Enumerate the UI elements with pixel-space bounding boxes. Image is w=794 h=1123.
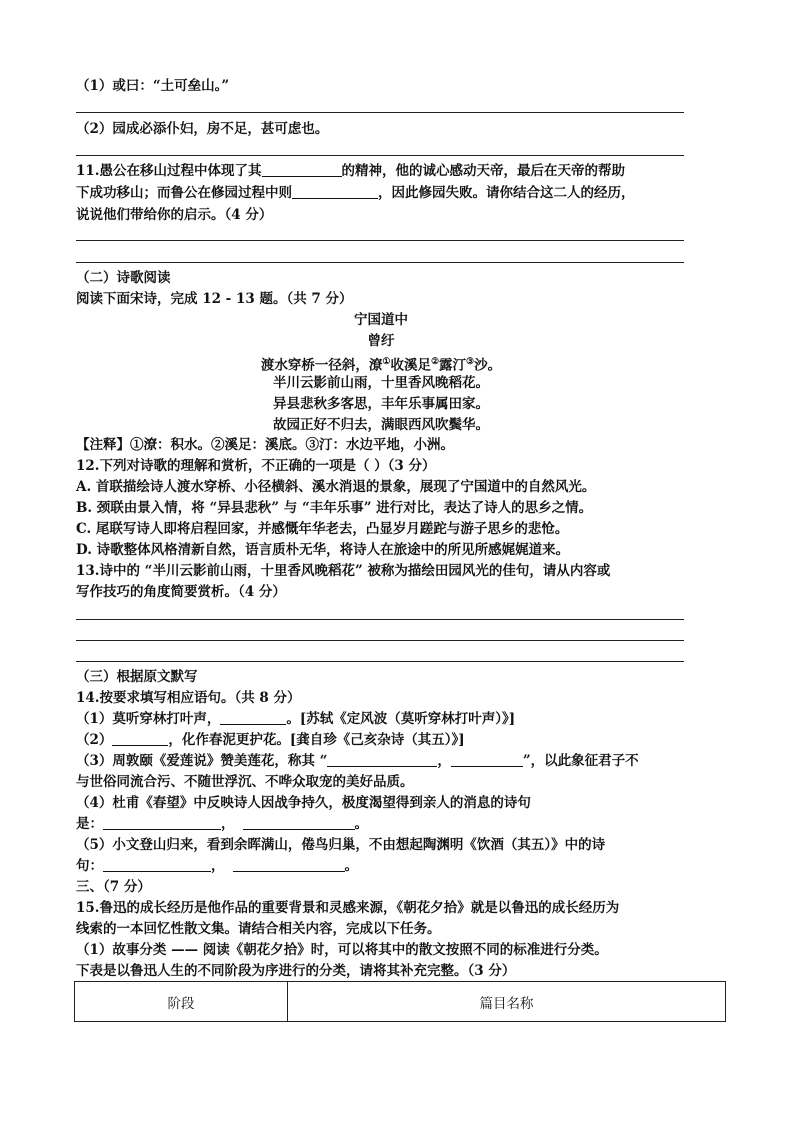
poem-title: 宁国道中 — [354, 312, 408, 328]
poem-line-3: 异县悲秋多客思，丰年乐事属田家。 — [273, 396, 489, 412]
q14-item-5: （5）小文登山归来，看到余晖满山，倦鸟归巢，不由想起陶渊明《饮酒（其五）》中的诗 — [76, 837, 606, 853]
poem-line-2: 半川云影前山雨，十里香风晚稻花。 — [273, 375, 489, 391]
answer-line — [76, 112, 684, 113]
q14-item-5-cont: 句： ， 。 — [76, 858, 358, 874]
q11-line-2: 下成功移山；而鲁公在修园过程中则 ，因此修园失败。请你结合这二人的经历， — [76, 185, 635, 201]
table-header-titles: 篇目名称 — [288, 982, 726, 1022]
fill-blank[interactable] — [233, 857, 345, 872]
answer-line — [76, 640, 684, 641]
answer-line — [76, 661, 684, 662]
fill-blank[interactable] — [103, 857, 211, 872]
answer-line — [76, 262, 684, 263]
recite-section-title: （三）根据原文默写 — [76, 669, 198, 685]
q14-item-1: （1）莫听穿林打叶声， 。[苏轼《定风波（莫听穿林打叶声）》] — [76, 711, 516, 727]
q12-stem: 12.下列对诗歌的理解和赏析，不正确的一项是（ ）（3 分） — [76, 458, 436, 474]
poem-notes: 【注释】①潦：积水。②溪足：溪底。③汀：水边平地，小洲。 — [76, 437, 454, 453]
q14-item-3: （3）周敦颐《爱莲说》赞美莲花，称其 “ ， ”，以此象征君子不 — [76, 753, 639, 769]
q15-line-1: 15.鲁迅的成长经历是他作品的重要背景和灵感来源，《朝花夕拾》就是以鲁迅的成长经历为 — [76, 900, 620, 916]
q14-item-4-cont: 是： ， 。 — [76, 816, 368, 832]
q14-stem: 14.按要求填写相应语句。（共 8 分） — [76, 690, 301, 706]
poetry-section-title: （二）诗歌阅读 — [76, 270, 171, 286]
q14-item-2: （2） ，化作春泥更护花。[龚自珍《己亥杂诗（其五）》] — [76, 732, 465, 748]
poem-author: 曾纡 — [367, 333, 395, 349]
q11-line-3: 说说他们带给你的启示。（4 分） — [76, 207, 273, 223]
poetry-instruction: 阅读下面宋诗，完成 12 - 13 题。（共 7 分） — [76, 291, 353, 307]
stage-table — [74, 981, 726, 1022]
table-header-row — [75, 982, 726, 1022]
q10-item-1: （1）或曰：“土可垒山。” — [76, 78, 230, 94]
fill-blank[interactable] — [220, 710, 286, 725]
fill-blank[interactable] — [262, 162, 342, 177]
q13-line-2: 写作技巧的角度简要赏析。（4 分） — [76, 584, 286, 600]
poem-line-1: 渡水穿桥一径斜，潦①收溪足②露汀③沙。 — [260, 357, 502, 374]
q12-option-a[interactable]: A. 首联描绘诗人渡水穿桥、小径横斜、溪水消退的景象，展现了宁国道中的自然风光。 — [76, 479, 596, 495]
answer-line — [76, 155, 684, 156]
q15-task-line-1: （1）故事分类 —— 阅读《朝花夕拾》时，可以将其中的散文按照不同的标准进行分类。 — [76, 942, 608, 958]
table-header-stage: 阶段 — [75, 982, 288, 1022]
fill-blank[interactable] — [327, 752, 437, 767]
q11-line-1: 11.愚公在移山过程中体现了其 的精神，他的诚心感动天帝，最后在天帝的帮助 — [76, 163, 625, 179]
poem-line-4: 故园正好不归去，满眼西风吹鬓华。 — [273, 417, 489, 433]
q13-line-1: 13.诗中的 “半川云影前山雨，十里香风晚稻花” 被称为描绘田园风光的佳句，请从内容或 — [76, 563, 611, 579]
fill-blank[interactable] — [451, 752, 523, 767]
q12-option-c[interactable]: C. 尾联写诗人即将启程回家，并感慨年华老去，凸显岁月蹉跎与游子思乡的悲怆。 — [76, 521, 569, 537]
fill-blank[interactable] — [112, 731, 168, 746]
q10-item-2: （2）园成必添仆妇，房不足，甚可虑也。 — [76, 121, 329, 137]
fill-blank[interactable] — [103, 815, 221, 830]
q12-option-b[interactable]: B. 颈联由景入情，将 “异县悲秋” 与 “丰年乐事” 进行对比，表达了诗人的思乡之情。 — [76, 500, 593, 516]
q14-item-3-cont: 与世俗同流合污、不随世浮沉、不哗众取宠的美好品质。 — [76, 774, 414, 790]
fill-blank[interactable] — [292, 184, 378, 199]
answer-line — [76, 619, 684, 620]
fill-blank[interactable] — [243, 815, 355, 830]
q12-option-d[interactable]: D. 诗歌整体风格清新自然，语言质朴无华，将诗人在旅途中的所见所感娓娓道来。 — [76, 542, 570, 558]
part3-heading: 三、（7 分） — [76, 879, 151, 895]
answer-line — [76, 240, 684, 241]
q14-item-4: （4）杜甫《春望》中反映诗人因战争持久，极度渴望得到亲人的消息的诗句 — [76, 795, 531, 811]
q15-task-line-2: 下表是以鲁迅人生的不同阶段为序进行的分类，请将其补充完整。（3 分） — [76, 963, 516, 979]
q15-line-2: 线索的一本回忆性散文集。请结合相关内容，完成以下任务。 — [76, 921, 441, 937]
